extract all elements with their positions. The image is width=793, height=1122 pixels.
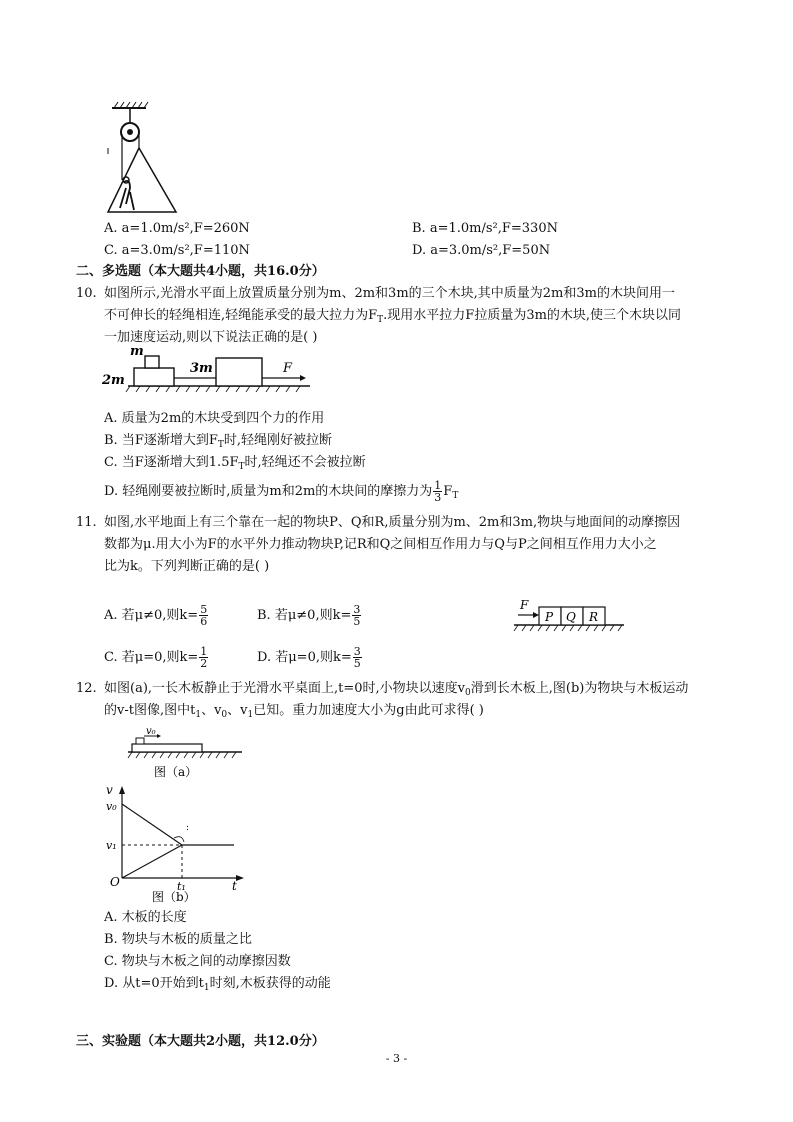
- q12-label-v1: v₁: [106, 839, 117, 852]
- q12-option-b: B. 物块与木板的质量之比: [104, 932, 252, 947]
- q12-label-v0: v₀: [106, 800, 117, 813]
- section-3-title: 三、实验题（本大题共2小题，共12.0分）: [76, 1034, 325, 1049]
- page-number: - 3 -: [385, 1052, 408, 1065]
- q10-blocks-figure: [100, 344, 310, 398]
- q11-option-d: D. 若μ=0,则k= $\frac{3}{5}$: [257, 645, 361, 670]
- q10-label-3m: 3m: [190, 361, 213, 376]
- q12-stem-line-1: 如图(a),一长木板静止于光滑水平桌面上,t=0时,小物块以速度$v_0$滑到长木板上,图(b)为物块与木板运动: [104, 681, 689, 698]
- q10-option-c: C. 当F逐渐增大到$1.5F_T$时,轻绳还不会被拉断: [104, 455, 366, 472]
- q11-option-a: A. 若μ≠0,则k= $\frac{5}{6}$: [104, 603, 208, 628]
- q11-label-p: P: [545, 610, 554, 624]
- q10-label-2m: 2m: [102, 373, 125, 388]
- q11-option-c: C. 若μ=0,则k= $\frac{1}{2}$: [104, 645, 208, 670]
- q9-pulley-figure: [100, 100, 190, 215]
- svg-text::: :: [186, 823, 190, 833]
- q11-label-f: F: [520, 598, 529, 612]
- q12-caption-b: 图（b）: [152, 890, 196, 904]
- q11-stem-line-3: 比为k。下列判断正确的是( ): [104, 559, 270, 574]
- q10-label-m: m: [130, 344, 144, 359]
- q11-label-q: Q: [566, 610, 576, 624]
- q10-option-a: A. 质量为2m的木块受到四个力的作用: [104, 411, 325, 426]
- q12-option-a: A. 木板的长度: [104, 910, 187, 925]
- q12-option-c: C. 物块与木板之间的动摩擦因数: [104, 954, 291, 969]
- q12-axis-t: t: [232, 879, 237, 893]
- q10-stem-line-1: 如图所示,光滑水平面上放置质量分别为m、2m和3m的三个木块,其中质量为2m和3m的木块间用一: [104, 286, 675, 301]
- q12-label-t1: t₁: [177, 880, 186, 893]
- q11-label-r: R: [589, 610, 599, 624]
- q10-number: 10.: [76, 286, 97, 301]
- q10-option-b: B. 当F逐渐增大到$F_T$时,轻绳刚好被拉断: [104, 433, 333, 450]
- q10-stem-line-2: 不可伸长的轻绳相连,轻绳能承受的最大拉力为$F_T$.现用水平拉力F拉质量为3m的木块,使三个木块以同: [104, 308, 682, 325]
- q11-stem-line-1: 如图,水平地面上有三个靠在一起的物块P、Q和R,质量分别为m、2m和3m,物块与地面间的动摩擦因: [104, 515, 681, 530]
- q11-stem-line-2: 数都为μ.用大小为F的水平外力推动物块P,记R和Q之间相互作用力与Q与P之间相互作用力大小之: [104, 537, 657, 552]
- q12-stem-line-2: 的v-t图像,图中$t_1$、$v_0$、$v_1$已知。重力加速度大小为g由此可求得( ): [104, 703, 484, 720]
- q9-option-b: B. a=1.0m/s²,F=330N: [412, 221, 558, 236]
- q12-number: 12.: [76, 681, 97, 696]
- q9-option-c: C. a=3.0m/s²,F=110N: [104, 243, 250, 258]
- q12-figure-b: [104, 784, 244, 904]
- q11-blocks-figure: [512, 598, 627, 634]
- q12-option-d: D. 从t=0开始到$t_1$时刻,木板获得的动能: [104, 976, 331, 993]
- q10-option-d: D. 轻绳刚要被拉断时,质量为m和2m的木块间的摩擦力为 $\frac{1}{3}$ $F_T$: [104, 479, 459, 504]
- q11-number: 11.: [76, 515, 97, 530]
- q12-fig-a-v0: v₀: [146, 726, 156, 737]
- q12-figure-a: [124, 728, 244, 784]
- q10-label-f: F: [283, 361, 293, 376]
- q12-axis-v: v: [106, 783, 113, 797]
- q12-label-o: O: [110, 875, 120, 889]
- q11-option-b: B. 若μ≠0,则k= $\frac{3}{5}$: [257, 603, 361, 628]
- q9-option-a: A. a=1.0m/s²,F=260N: [104, 221, 250, 236]
- q12-caption-a: 图（a）: [154, 765, 198, 779]
- q10-stem-line-3: 一加速度运动,则以下说法正确的是( ): [104, 330, 318, 345]
- section-2-title: 二、多选题（本大题共4小题，共16.0分）: [76, 264, 325, 279]
- q9-option-d: D. a=3.0m/s²,F=50N: [412, 243, 551, 258]
